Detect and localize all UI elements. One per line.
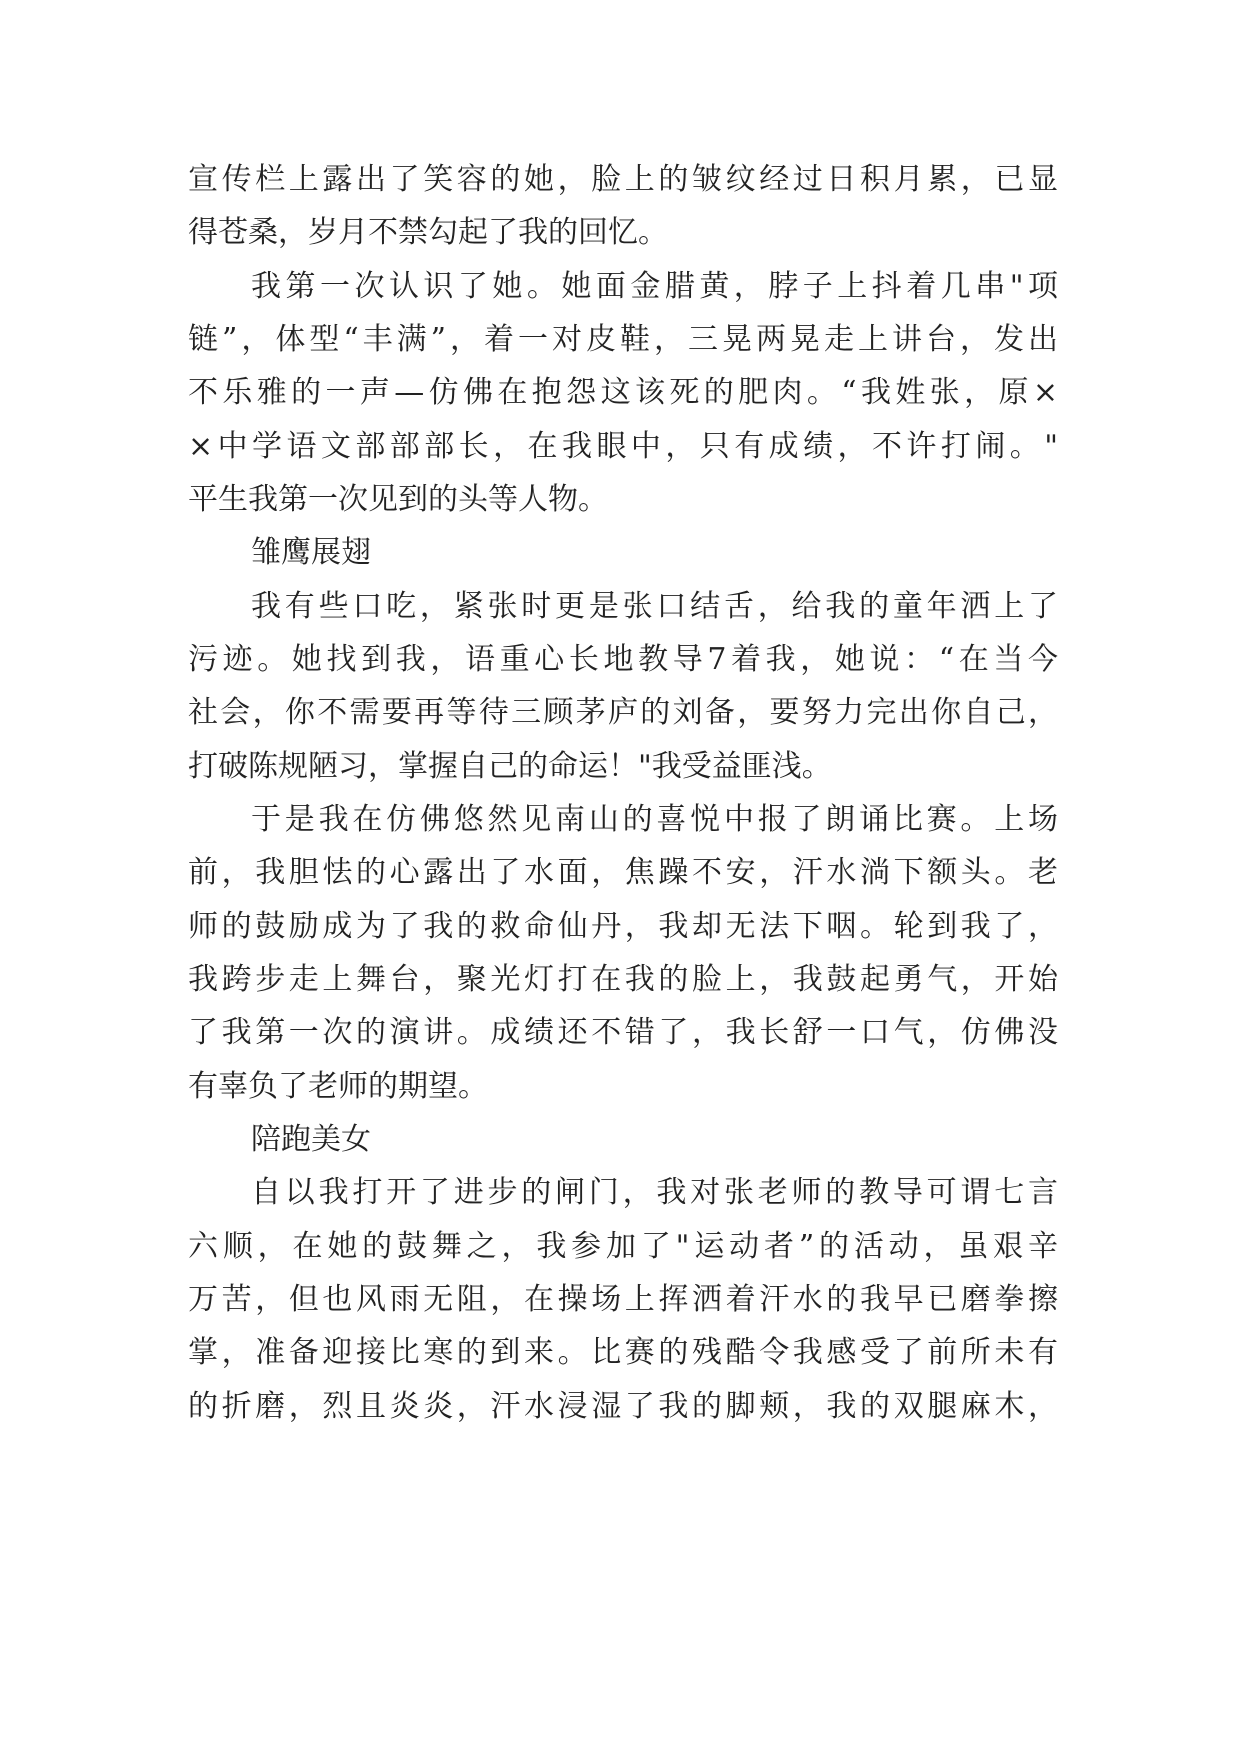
text-line: 前，我胆怯的心露出了水面，焦躁不安，汗水淌下额头。老 [188, 855, 1058, 890]
text-line: 不乐雅的一声—仿佛在抱怨这该死的肥肉。“我姓张，原× [188, 375, 1058, 410]
text-line: 万苦，但也风雨无阻，在操场上挥洒着汗水的我早已磨拳擦 [188, 1282, 1058, 1317]
text-line: 得苍桑，岁月不禁勾起了我的回忆。 [188, 215, 668, 250]
text-line: 宣传栏上露出了笑容的她，脸上的皱纹经过日积月累，已显 [188, 162, 1058, 197]
text-line: 有辜负了老师的期望。 [188, 1069, 488, 1104]
text-line: 污迹。她找到我，语重心长地教导7着我，她说：“在当今 [188, 642, 1058, 677]
text-line: 的折磨，烈且炎炎，汗水浸湿了我的脚颊，我的双腿麻木， [188, 1389, 1058, 1424]
text-line: 了我第一次的演讲。成绩还不错了，我长舒一口气，仿佛没 [188, 1015, 1058, 1050]
text-line: 平生我第一次见到的头等人物。 [188, 482, 608, 517]
text-line: 社会，你不需要再等待三顾茅庐的刘备，要努力完出你自己， [188, 695, 1058, 730]
text-line: 师的鼓励成为了我的救命仙丹，我却无法下咽。轮到我了， [188, 909, 1058, 944]
section-heading: 陪跑美女 [251, 1122, 371, 1157]
text-line: 掌，准备迎接比寒的到来。比赛的残酷令我感受了前所未有 [188, 1335, 1058, 1370]
text-line: 我有些口吃，紧张时更是张口结舌，给我的童年洒上了 [251, 589, 1058, 624]
text-line: 于是我在仿佛悠然见南山的喜悦中报了朗诵比赛。上场 [251, 802, 1058, 837]
text-line: 打破陈规陋习，掌握自己的命运！"我受益匪浅。 [188, 749, 832, 784]
text-line: ×中学语文部部部长，在我眼中，只有成绩，不许打闹。" [188, 429, 1058, 464]
section-heading: 雏鹰展翅 [251, 535, 371, 570]
text-line: 我跨步走上舞台，聚光灯打在我的脸上，我鼓起勇气，开始 [188, 962, 1058, 997]
text-line: 自以我打开了进步的闸门，我对张老师的教导可谓七言 [251, 1175, 1058, 1210]
text-line: 六顺，在她的鼓舞之，我参加了"运动者”的活动，虽艰辛 [188, 1229, 1058, 1264]
text-line: 我第一次认识了她。她面金腊黄，脖子上抖着几串"项 [251, 269, 1058, 304]
text-line: 链”，体型“丰满”，着一对皮鞋，三晃两晃走上讲台，发出 [188, 322, 1058, 357]
